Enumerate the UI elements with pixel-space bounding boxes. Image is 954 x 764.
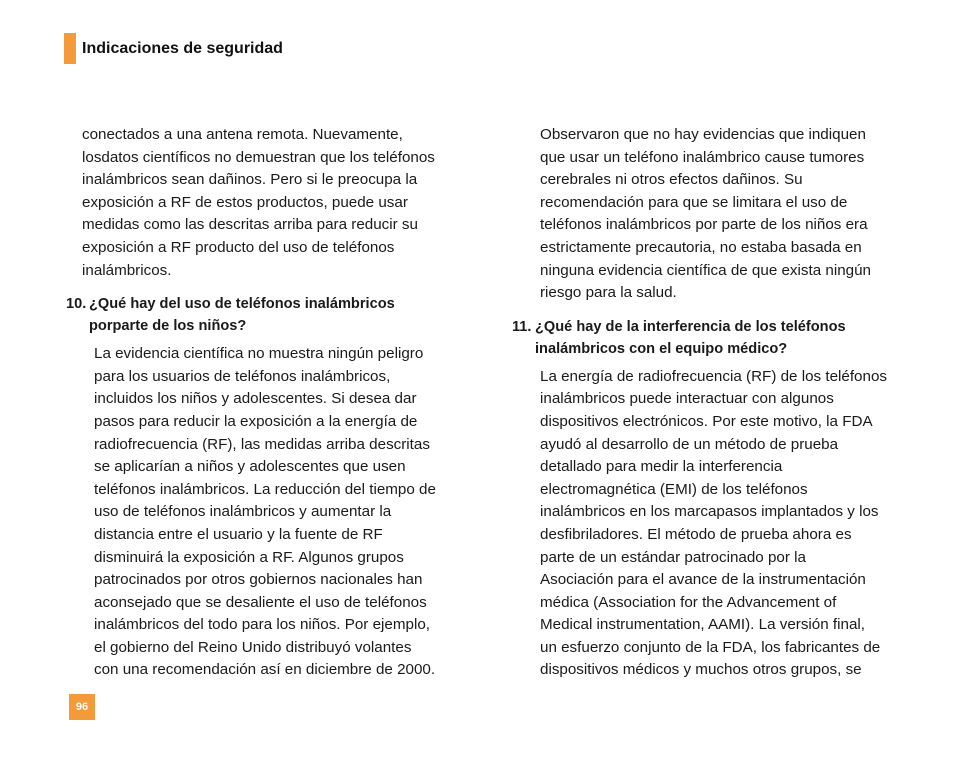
left-column (66, 124, 466, 682)
page-number-badge: 96 (69, 694, 95, 720)
right-column (512, 124, 912, 682)
header-accent-bar (64, 33, 76, 64)
right-intro-paragraph: Observaron que no hay evidencias que indiquen que usar un teléfono inalámbrico cause tumores cerebrales ni otros efectos dañinos. Su recomendación para que se limitara el uso de teléfonos inalámbricos por parte de los niños era estrictamente precautoria, no estaba basada en ninguna evidencia científica de que exista ningún riesgo para la salud. (540, 126, 871, 302)
question-10-number: 10. (66, 296, 87, 313)
question-11-number: 11. (512, 318, 532, 335)
question-10-title: ¿Qué hay del uso de teléfonos inalámbricos porparte de los niños? (89, 296, 395, 335)
question-10-answer: La evidencia científica no muestra ningún peligro para los usuarios de teléfonos inalámbricos, incluidos los niños y adolescentes. Si desea dar pasos para reducir la exposición a la energía de radiofrecuencia (RF), las medidas arriba descritas se aplicarían a niños y adolescentes que usen teléfonos inalámbricos. La reducción del tiempo de uso de teléfonos inalámbricos y aumentar la distancia entre el usuario y la fuente de RF disminuirá la exposición a RF. Algunos grupos patrocinados por otros gobiernos nacionales han aconsejado que se desaliente el uso de teléfonos inalámbricos del todo para los niños. Por ejemplo, el gobierno del Reino Unido distribuyó volantes con una recomendación así en diciembre de 2000. (94, 345, 436, 679)
question-11-title: ¿Qué hay de la interferencia de los teléfonos inalámbricos con el equipo médico? (535, 318, 846, 357)
question-10-heading (66, 293, 466, 337)
page-title: Indicaciones de seguridad (82, 40, 283, 57)
question-11-heading (512, 316, 912, 360)
question-11-answer: La energía de radiofrecuencia (RF) de los teléfonos inalámbricos puede interactuar con algunos dispositivos electrónicos. Por este motivo, la FDA ayudó al desarrollo de un método de prueba detallado para medir la interferencia electromagnética (EMI) de los teléfonos inalámbricos en los marcapasos implantados y los desfibriladores. El método de prueba ahora es parte de un estándar patrocinado por la Asociación para el avance de la instrumentación médica (Association for the Advancement of Medical instrumentation, AAMI). La versión final, un esfuerzo conjunto de la FDA, los fabricantes de dispositivos médicos y muchos otros grupos, se (540, 367, 887, 679)
left-intro-paragraph: conectados a una antena remota. Nuevamente, losdatos científicos no demuestran que los teléfonos inalámbricos sean dañinos. Pero si le preocupa la exposición a RF de estos productos, puede usar medidas como las descritas arriba para reducir su exposición a RF producto del uso de teléfonos inalámbricos. (82, 126, 435, 279)
